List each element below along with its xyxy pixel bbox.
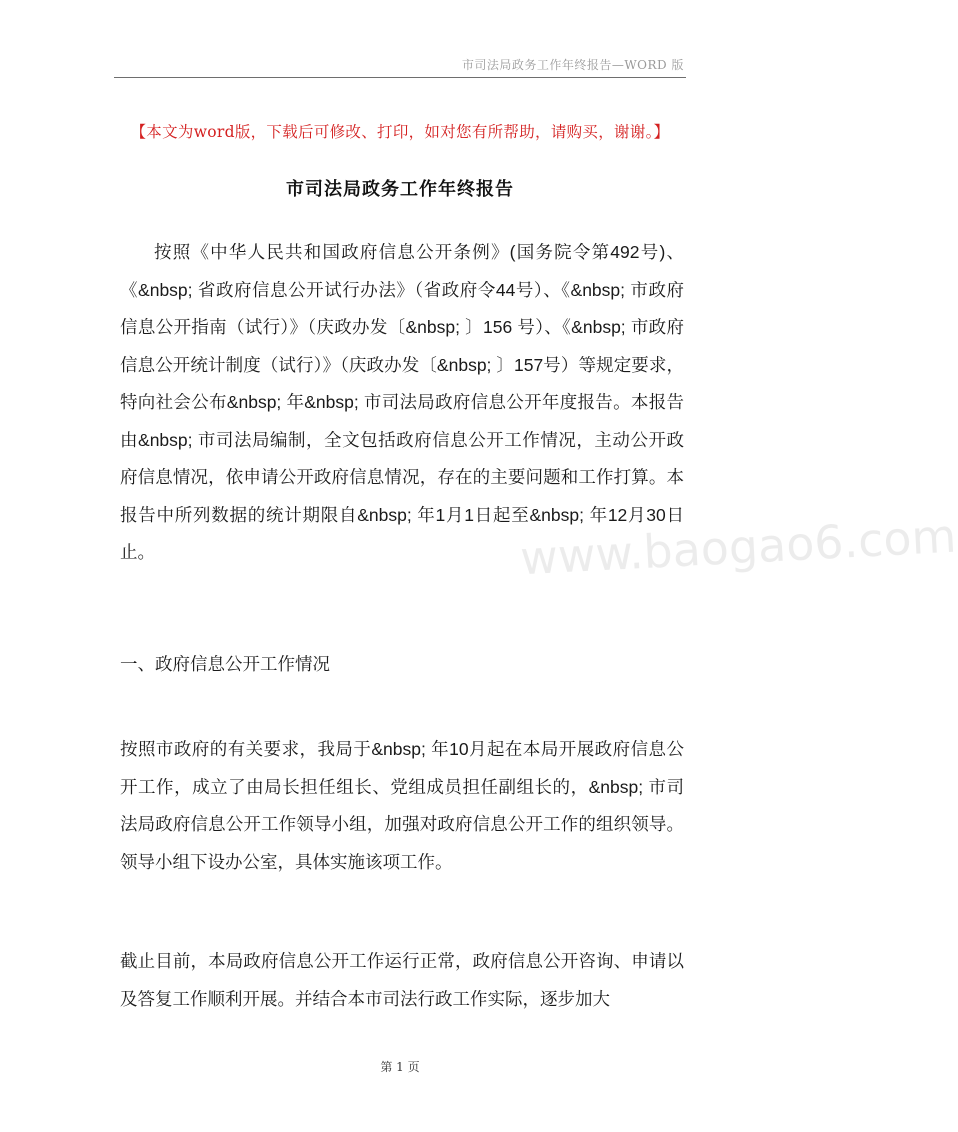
purchase-notice: 【本文为word版，下载后可修改、打印，如对您有所帮助，请购买，谢谢。】 [130,123,670,141]
running-header: 市司法局政务工作年终报告—WORD 版 [461,58,684,72]
section-heading: 一、政府信息公开工作情况 [120,654,330,674]
document-title: 市司法局政务工作年终报告 [286,179,514,200]
body-paragraph: 截止目前，本局政府信息公开工作运行正常，政府信息公开咨询、申请以及答复工作顺利开展。并结合本市司法行政工作实际，逐步加大 [120,951,684,1009]
header-divider [114,77,686,78]
intro-paragraph: 按照《中华人民共和国政府信息公开条例》(国务院令第492号)、《&nbsp; 省政府信息公开试行办法》（省政府令44号）、《&nbsp; 市政府信息公开指南（试行）》（庆政办发〔&nbsp; 〕156 号）、《&nbsp; 市政府信息公开统计制度（试行）》（庆政办发〔&nbsp; 〕157号）等规定要求，特向社会公布&nbsp; 年&nbsp; 市司法局政府信息公开年度报告。本报告由&nbsp; 市司法局编制，全文包括政府信息公开工作情况，主动公开政府信息情况，依申请公开政府信息情况，存在的主要问题和工作打算。本报告中所列数据的统计期限自&nbsp; 年1月1日起至&nbsp; 年12月30日止。 [120,242,684,562]
body-paragraph: 按照市政府的有关要求，我局于&nbsp; 年10月起在本局开展政府信息公开工作，成立了由局长担任组长、党组成员担任副组长的，&nbsp; 市司法局政府信息公开工作领导小组，加强对政府信息公开工作的组织领导。领导小组下设办公室，具体实施该项工作。 [120,739,684,872]
watermark: www.baogao6.com [518,508,958,586]
page-number: 第 1 页 [380,1060,420,1074]
